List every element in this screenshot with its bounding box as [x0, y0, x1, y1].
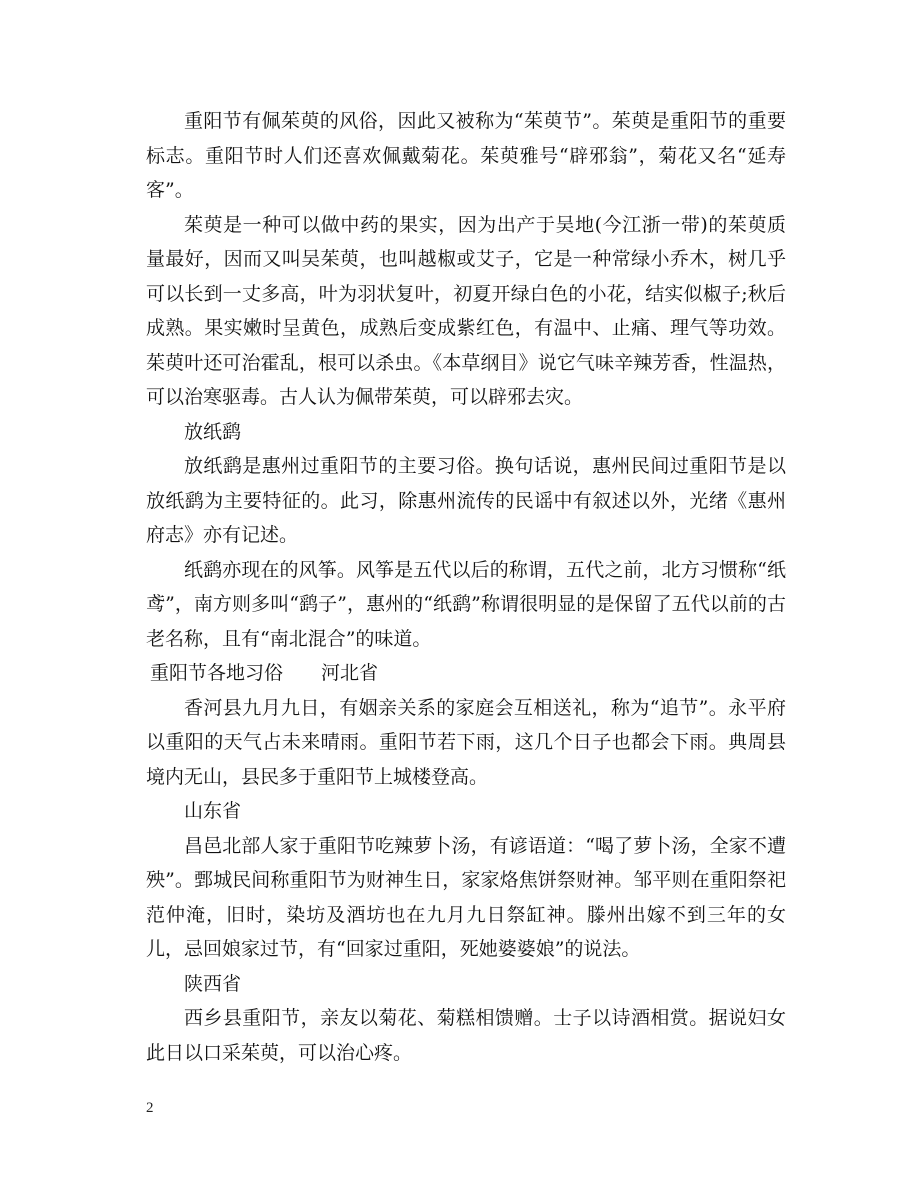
document-body [146, 104, 786, 1070]
heading-shaanxi: 陕西省 [184, 972, 242, 995]
paragraph-shandong: 昌邑北部人家于重阳节吃辣萝卜汤，有谚语道：“喝了萝卜汤，全家不遭殃”。鄄城民间称重阳节为财神生日，家家烙焦饼祭财神。邹平则在重阳祭祀范仲淹，旧时，染坊及酒坊也在九月九日祭缸神。滕州出嫁不到三年的女儿，忌回娘家过节，有“回家过重阳，死她婆婆娘”的说法。 [146, 834, 786, 960]
heading-shandong: 山东省 [184, 800, 242, 822]
heading-hebei: 河北省 [321, 662, 379, 684]
paragraph-kite-custom: 放纸鹞是惠州过重阳节的主要习俗。换句话说，惠州民间过重阳节是以放纸鹞为主要特征的。此习，除惠州流传的民谣中有叙述以外，光绪《惠州府志》亦有记述。 [146, 455, 786, 546]
paragraph-zhuyu-description: 茱萸是一种可以做中药的果实，因为出产于吴地(今江浙一带)的茱萸质量最好，因而又叫吴茱萸，也叫越椒或艾子，它是一种常绿小乔木，树几乎可以长到一丈多高，叶为羽状复叶，初夏开绿白色的小花，结实似椒子;秋后成熟。果实嫩时呈黄色，成熟后变成紫红色，有温中、止痛、理气等功效。茱萸叶还可治霍乱，根可以杀虫。《本草纲目》说它气味辛辣芳香，性温热，可以治寒驱毒。古人认为佩带茱萸，可以辟邪去灾。 [146, 213, 786, 408]
paragraph-hebei: 香河县九月九日，有姻亲关系的家庭会互相送礼，称为“追节”。永平府以重阳的天气占未来晴雨。重阳节若下雨，这几个日子也都会下雨。典周县境内无山，县民多于重阳节上城楼登高。 [146, 696, 786, 788]
heading-regional-customs [146, 656, 786, 691]
heading-regional-customs-title: 重阳节各地习俗 [150, 662, 284, 684]
heading-kite: 放纸鹞 [184, 420, 242, 443]
paragraph-shaanxi: 西乡县重阳节，亲友以菊花、菊糕相馈赠。士子以诗酒相赏。据说妇女此日以口采茱萸，可以治心疼。 [146, 1007, 786, 1064]
paragraph-zhuyu-festival: 重阳节有佩茱萸的风俗，因此又被称为“茱萸节”。茱萸是重阳节的重要标志。重阳节时人们还喜欢佩戴菊花。茱萸雅号“辟邪翁”，菊花又名“延寿客”。 [146, 110, 786, 201]
paragraph-kite-history: 纸鹞亦现在的风筝。风筝是五代以后的称谓，五代之前，北方习惯称“纸鸢”，南方则多叫“鹞子”，惠州的“纸鹞”称谓很明显的是保留了五代以前的古老名称，且有“南北混合”的味道。 [146, 558, 786, 650]
page-number: 2 [146, 1100, 154, 1116]
